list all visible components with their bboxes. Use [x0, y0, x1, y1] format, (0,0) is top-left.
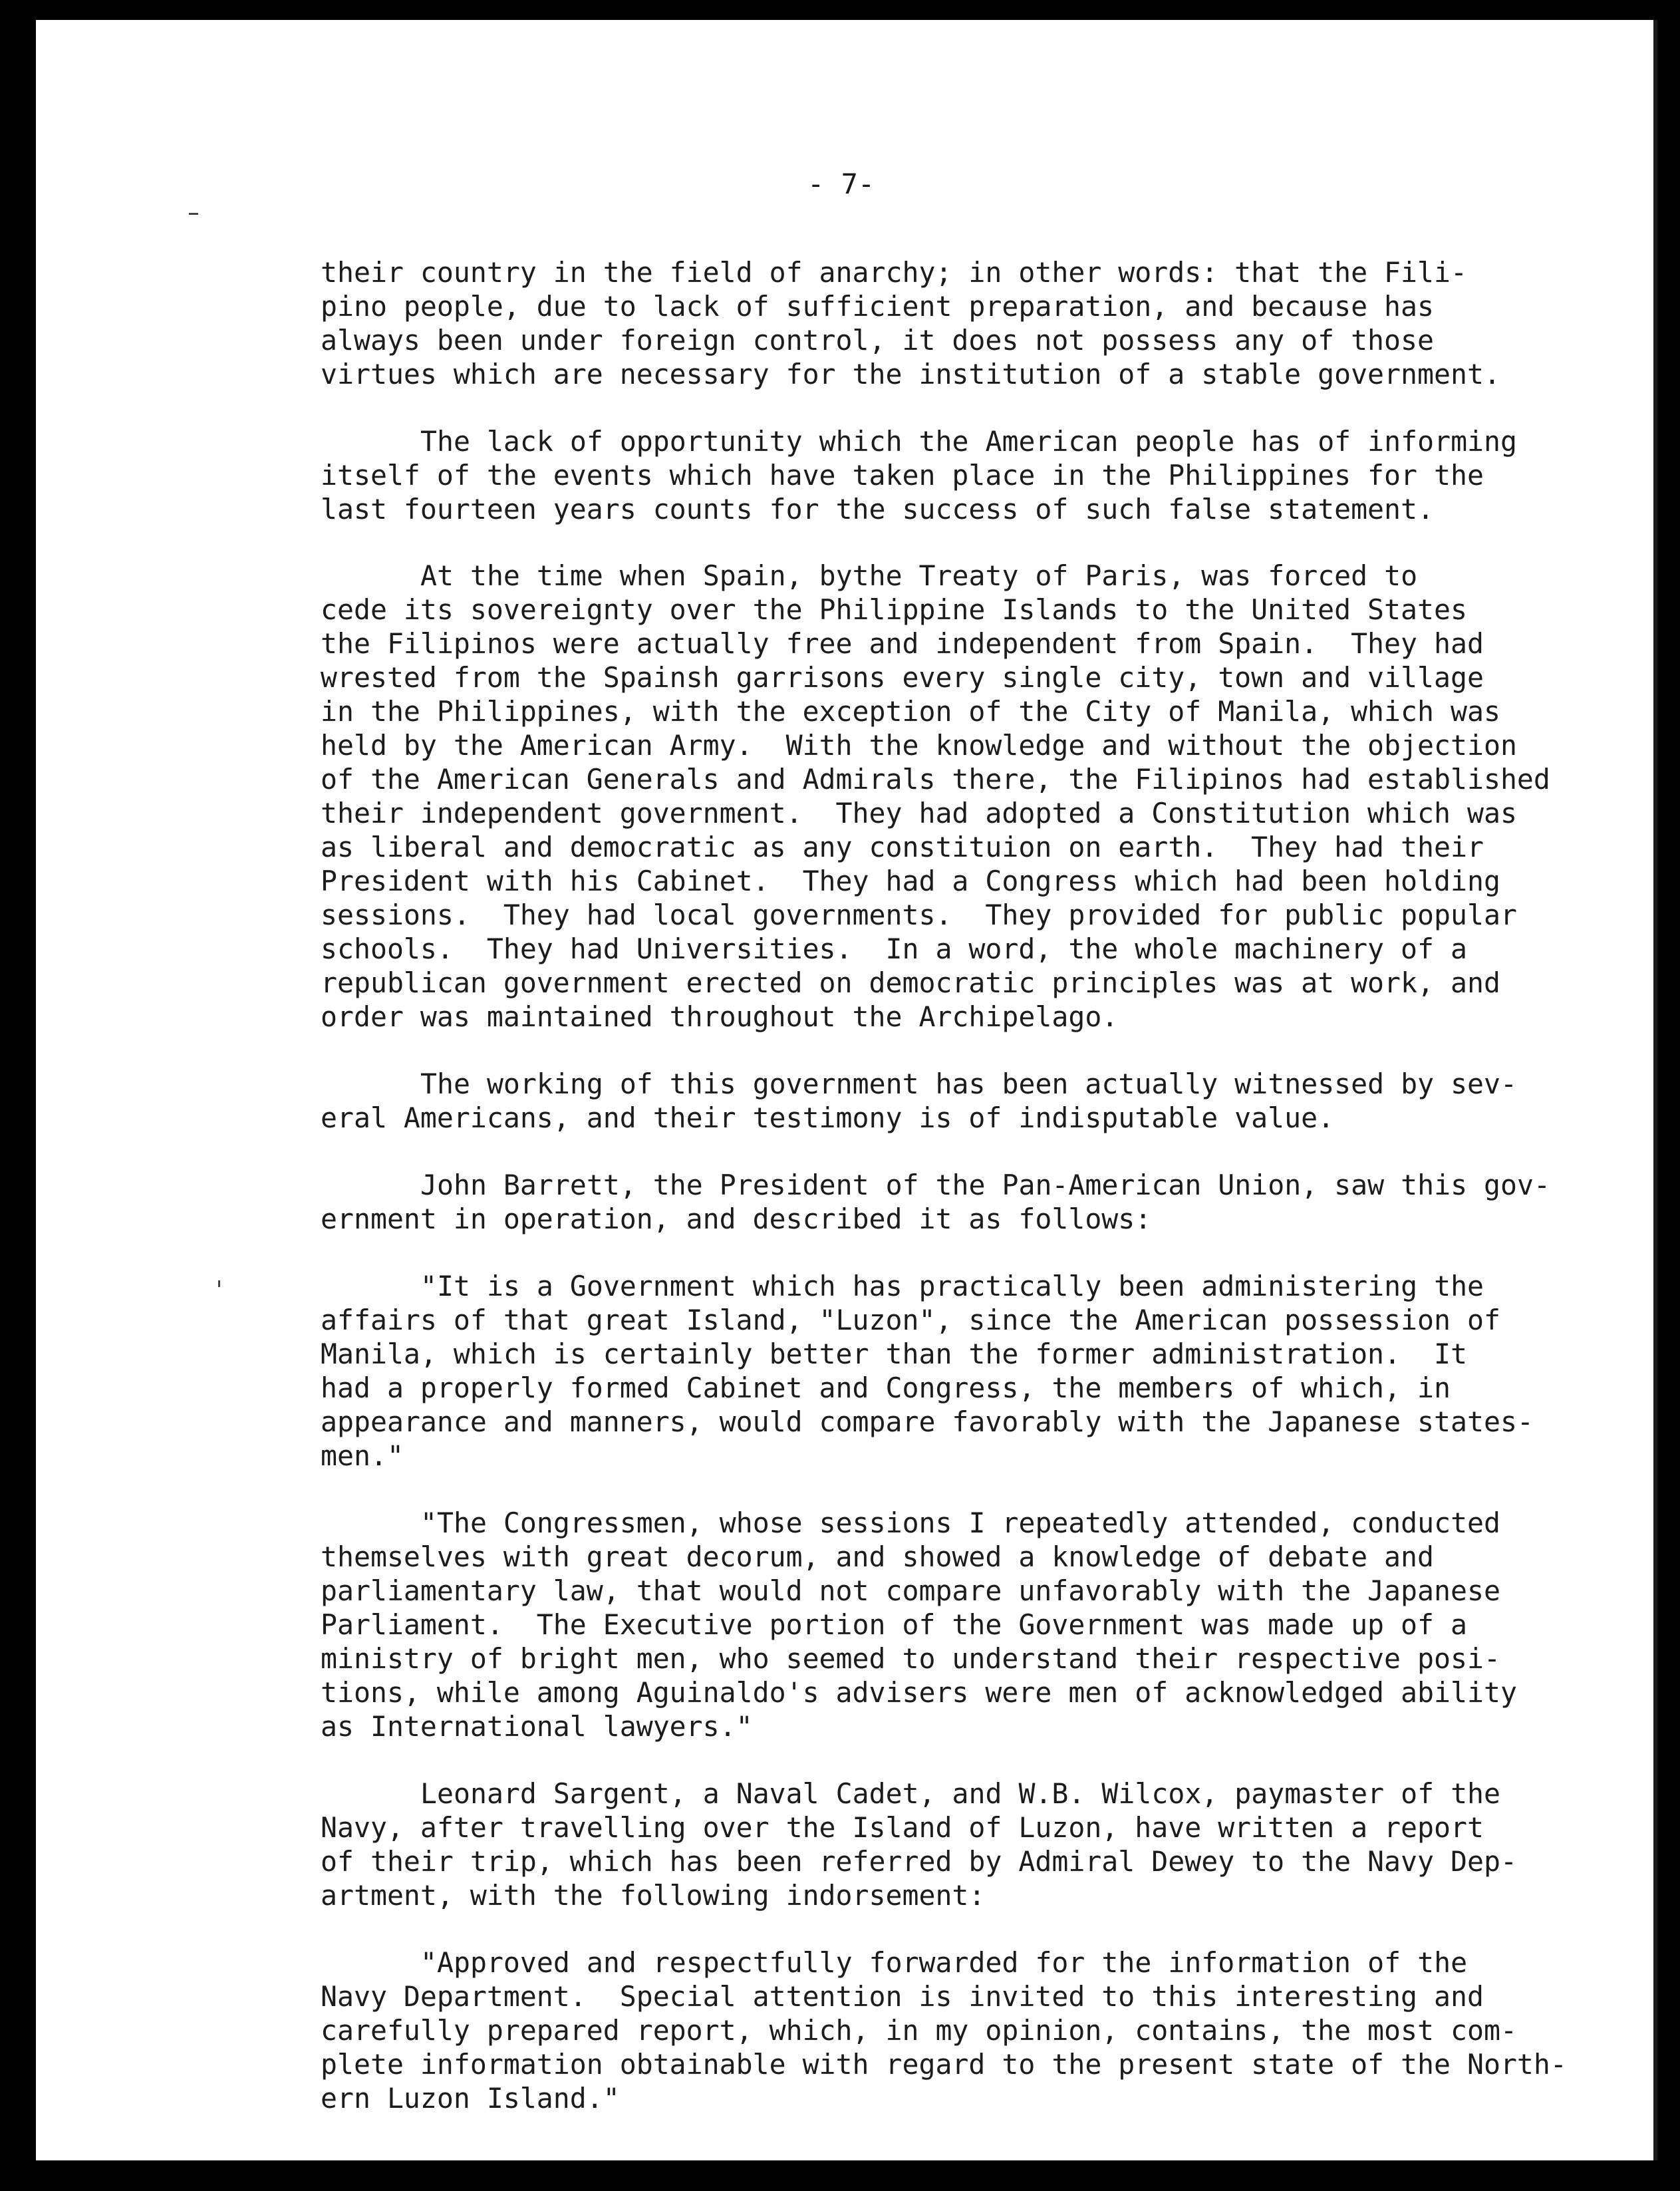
text-line: last fourteen years counts for the success of such false statement. [321, 493, 1435, 525]
text-line: sessions. They had local governments. They provided for public popular [321, 899, 1517, 931]
text-line: eral Americans, and their testimony is of indisputable value. [321, 1101, 1335, 1134]
text-line: themselves with great decorum, and showed a knowledge of debate and [321, 1540, 1435, 1573]
text-line: held by the American Army. With the knowledge and without the objection [321, 729, 1517, 762]
text-line: parliamentary law, that would not compare unfavorably with the Japanese [321, 1574, 1500, 1607]
text-line: of the American Generals and Admirals there, the Filipinos had established [321, 763, 1550, 796]
text-line: tions, while among Aguinaldo's advisers were men of acknowledged ability [321, 1676, 1517, 1709]
text-line: carefully prepared report, which, in my opinion, contains, the most com- [321, 2014, 1517, 2047]
text-line: ministry of bright men, who seemed to understand their respective posi- [321, 1642, 1500, 1675]
text-line: cede its sovereignty over the Philippine Islands to the United States [321, 593, 1467, 626]
text-line: The lack of opportunity which the American people has of informing [420, 425, 1518, 458]
text-line: in the Philippines, with the exception of the City of Manila, which was [321, 695, 1500, 728]
text-line: ernment in operation, and described it as follows: [321, 1203, 1152, 1235]
text-line: appearance and manners, would compare favorably with the Japanese states- [321, 1405, 1534, 1438]
text-line: President with his Cabinet. They had a Congress which had been holding [321, 865, 1500, 897]
text-line: "It is a Government which has practically been administering the [420, 1270, 1484, 1302]
text-line: plete information obtainable with regard to the present state of the North- [321, 2048, 1567, 2081]
text-line: their country in the field of anarchy; in other words: that the Fili- [321, 256, 1467, 289]
text-line: artment, with the following indorsement: [321, 1879, 986, 1912]
text-line: virtues which are necessary for the institution of a stable government. [321, 358, 1500, 390]
text-line: always been under foreign control, it does not possess any of those [321, 324, 1435, 357]
text-line: "Approved and respectfully forwarded for the information of the [420, 1946, 1468, 1979]
text-line: of their trip, which has been referred by Admiral Dewey to the Navy Dep- [321, 1845, 1517, 1878]
text-line: The working of this government has been actually witnessed by sev- [420, 1068, 1518, 1100]
text-line: Leonard Sargent, a Naval Cadet, and W.B. Wilcox, paymaster of the [420, 1777, 1501, 1810]
text-line: affairs of that great Island, "Luzon", since the American possession of [321, 1304, 1500, 1336]
text-line: Manila, which is certainly better than the former administration. It [321, 1338, 1467, 1370]
text-line: the Filipinos were actually free and independent from Spain. They had [321, 627, 1484, 660]
text-line: wrested from the Spainsh garrisons every single city, town and village [321, 661, 1484, 694]
text-line: order was maintained throughout the Archipelago. [321, 1000, 1119, 1033]
text-line: had a properly formed Cabinet and Congress, the members of which, in [321, 1372, 1451, 1404]
text-line: as International lawyers." [321, 1710, 753, 1743]
text-line: John Barrett, the President of the Pan-American Union, saw this gov- [420, 1169, 1550, 1201]
text-line: republican government erected on democratic principles was at work, and [321, 966, 1500, 999]
page-number: - 7- [807, 168, 875, 200]
text-line: "The Congressmen, whose sessions I repeatedly attended, conducted [420, 1507, 1501, 1539]
stray-mark [218, 1280, 220, 1287]
stray-mark [189, 213, 198, 215]
text-line: schools. They had Universities. In a word, the whole machinery of a [321, 933, 1467, 965]
text-line: as liberal and democratic as any constituion on earth. They had their [321, 831, 1484, 863]
text-line: At the time when Spain, bythe Treaty of Paris, was forced to [420, 559, 1418, 592]
text-line: pino people, due to lack of sufficient preparation, and because has [321, 290, 1435, 323]
text-line: men." [321, 1439, 404, 1472]
text-line: Navy Department. Special attention is invited to this interesting and [321, 1980, 1484, 2013]
document-page [36, 20, 1657, 2160]
text-line: Parliament. The Executive portion of the Government was made up of a [321, 1608, 1467, 1641]
text-line: ern Luzon Island." [321, 2082, 620, 2115]
text-line: itself of the events which have taken place in the Philippines for the [321, 459, 1484, 492]
text-line: Navy, after travelling over the Island of Luzon, have written a report [321, 1811, 1484, 1844]
text-line: their independent government. They had adopted a Constitution which was [321, 797, 1517, 829]
